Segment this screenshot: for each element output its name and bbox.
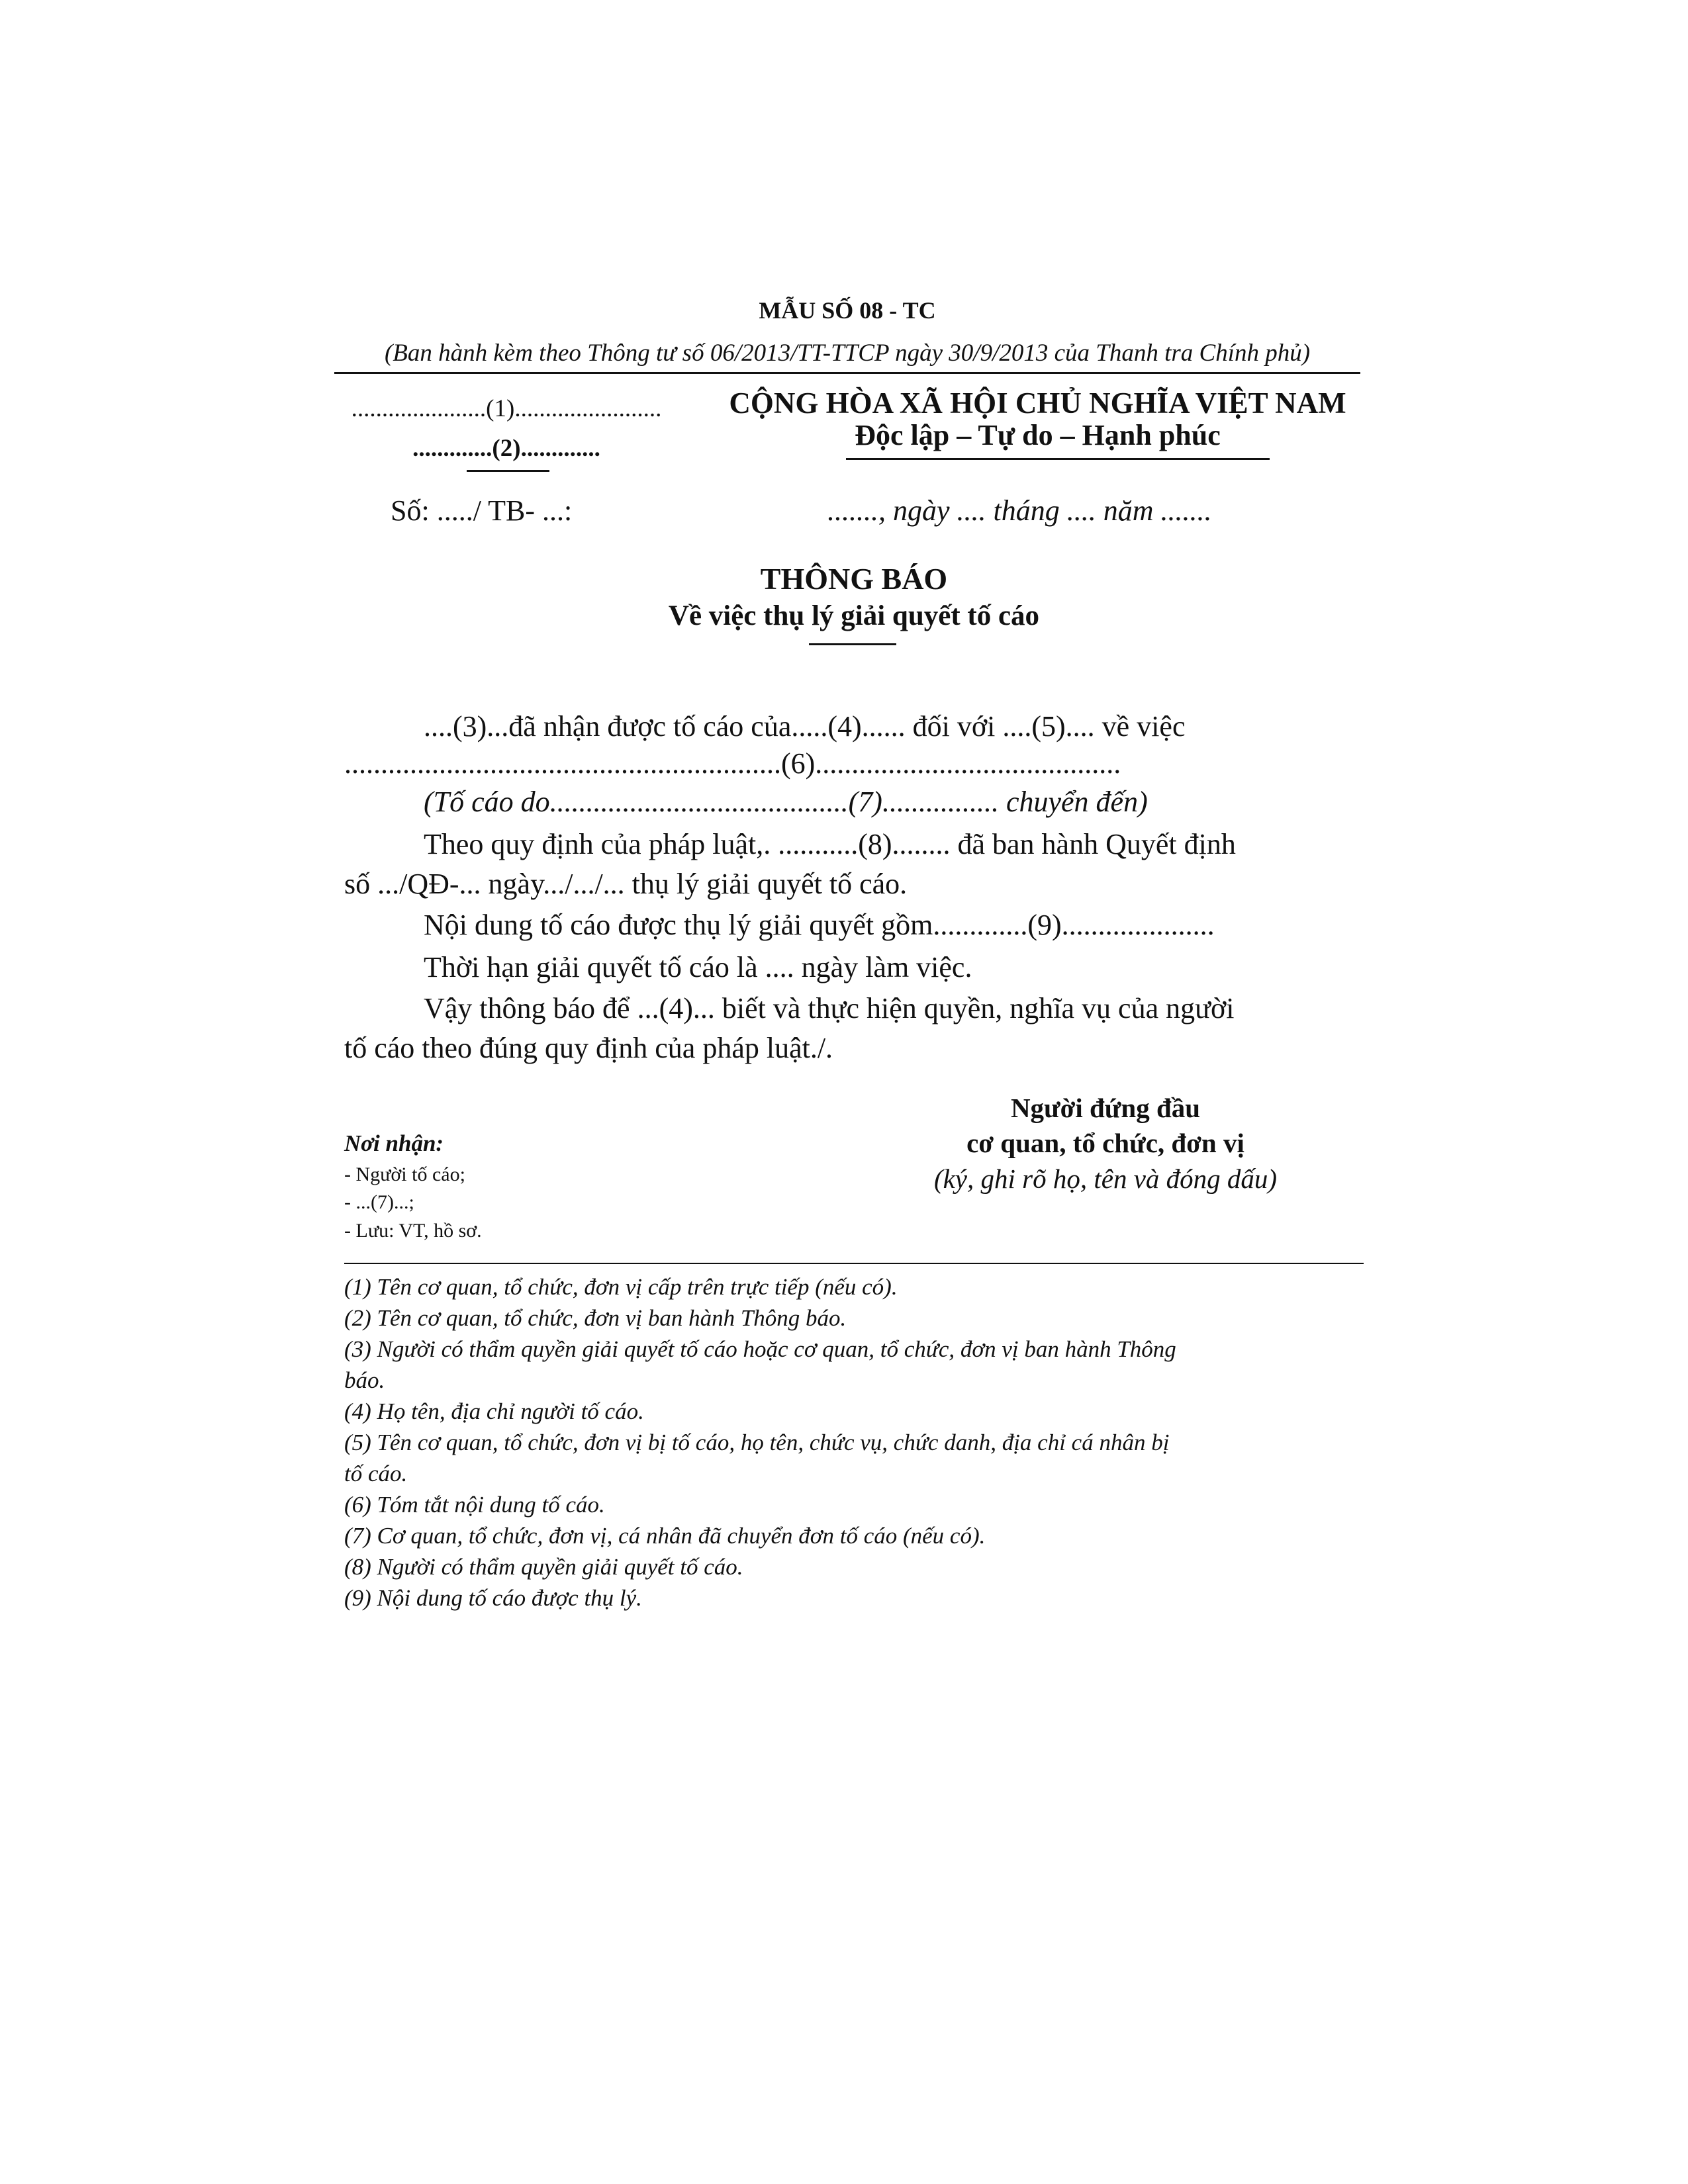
issued-by-note: (Ban hành kèm theo Thông tư số 06/2013/TT-TTCP ngày 30/9/2013 của Thanh tra Chính phủ) [384,340,1311,367]
footnote: (2) Tên cơ quan, tổ chức, đơn vị ban hành Thông báo. [344,1305,847,1331]
body-paragraph-3: Nội dung tố cáo được thụ lý giải quyết gồm.............(9)..................... [424,909,1215,941]
agency-underline [467,470,549,472]
footnote-cont: tố cáo. [344,1461,408,1486]
body-paragraph-5: Vậy thông báo để ...(4)... biết và thực hiện quyền, nghĩa vụ của người [424,992,1235,1024]
country-name: CỘNG HÒA XÃ HỘI CHỦ NGHĨA VIỆT NAM [729,387,1346,420]
national-motto: Độc lập – Tự do – Hạnh phúc [855,419,1221,451]
footnote: (8) Người có thẩm quyền giải quyết tố cáo. [344,1554,743,1580]
form-code: MẪU SỐ 08 - TC [759,297,936,324]
body-paragraph-4: Thời hạn giải quyết tố cáo là .... ngày làm việc. [424,951,972,983]
body-paragraph-5-cont: tố cáo theo đúng quy định của pháp luật./. [344,1032,833,1064]
body-paragraph-2: Theo quy định của pháp luật,. ...........(8)........ đã ban hành Quyết định [424,828,1236,860]
body-paragraph-1: ....(3)...đã nhận được tố cáo của.....(4)...... đối với ....(5).... về việc [424,710,1186,743]
recipients-label: Nơi nhận: [344,1130,444,1156]
signer-title: Người đứng đầu [1010,1093,1201,1123]
motto-underline [846,458,1270,460]
title-underline [809,643,896,645]
footnote-cont: báo. [344,1367,385,1393]
footnote-divider [344,1263,1364,1264]
signer-organization: cơ quan, tổ chức, đơn vị [966,1128,1244,1158]
issuing-agency-line: .............(2)............. [412,435,600,462]
signature-instruction: (ký, ghi rõ họ, tên và đóng dấu) [933,1163,1278,1194]
recipient-item: - Người tố cáo; [344,1163,465,1185]
document-number: Số: ...../ TB- ...: [391,494,573,527]
document-title: THÔNG BÁO [760,562,948,596]
recipient-item: - ...(7)...; [344,1191,414,1213]
footnote: (6) Tóm tắt nội dung tố cáo. [344,1492,605,1518]
body-forwarded-by: (Tố cáo do.........................................(7)................ chuyển đến) [424,786,1148,818]
footnote: (7) Cơ quan, tổ chức, đơn vị, cá nhân đã chuyển đơn tố cáo (nếu có). [344,1523,986,1549]
body-paragraph-1-cont: ............................................................(6).......................................... [344,747,1121,780]
footnote: (9) Nội dung tố cáo được thụ lý. [344,1585,642,1611]
recipient-item: - Lưu: VT, hồ sơ. [344,1220,482,1242]
footnote: (4) Họ tên, địa chỉ người tố cáo. [344,1398,644,1424]
body-paragraph-2-cont: số .../QĐ-... ngày.../.../... thụ lý giải quyết tố cáo. [344,868,908,900]
footnote: (3) Người có thẩm quyền giải quyết tố cáo hoặc cơ quan, tổ chức, đơn vị ban hành Thông [344,1336,1176,1362]
issued-by-underline [334,372,1360,374]
footnote: (1) Tên cơ quan, tổ chức, đơn vị cấp trên trực tiếp (nếu có). [344,1274,898,1300]
document-subtitle: Về việc thụ lý giải quyết tố cáo [668,600,1040,631]
parent-agency-line: ......................(1)........................ [351,395,662,422]
footnote: (5) Tên cơ quan, tổ chức, đơn vị bị tố cáo, họ tên, chức vụ, chức danh, địa chỉ cá nhân bị [344,1430,1170,1455]
date-line: ......., ngày .... tháng .... năm ....... [827,494,1212,527]
